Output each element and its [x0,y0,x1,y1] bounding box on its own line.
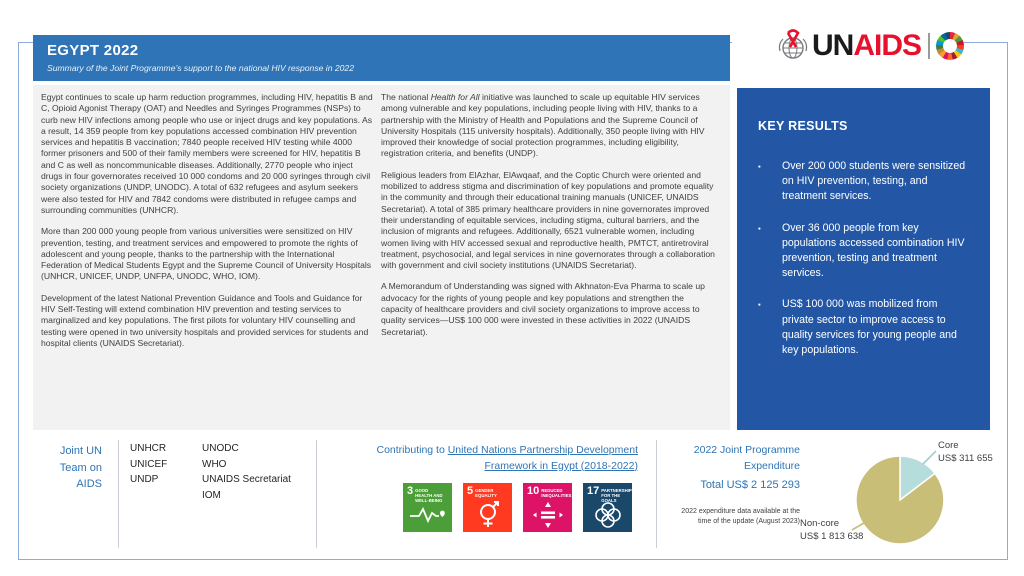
paragraph: A Memorandum of Understanding was signed with Akhnaton-Eva Pharma to scale up advocacy for the rights of young people and key populations and strengthen the capacity of healthcare providers and civil society organizations to improve access to quality services—US$ 100 000 were invested in these activities in 2022 (UNAIDS Secretariat). [381,281,705,337]
agency-name: IOM [202,489,221,501]
expenditure-pie-chart [790,430,1012,561]
core-leader-line [923,451,936,464]
sdg-number: 3 [407,485,414,497]
key-result-text: Over 36 000 people from key populations accessed combination HIV prevention, testing and treatment services. [782,221,965,280]
footer-divider [656,440,657,548]
paragraph: More than 200 000 young people from various universities were sensitized on HIV prevention, testing, and treatment services and empowered to promote the rights of adolescent and young people, thanks to the partnership with the International Federation of Medical Students Egypt and the Supreme Council of University Hospitals (UNHCR, UNICEF, UNDP, UNFPA, UNODC, WHO, IOM). [41,226,372,282]
paragraph: Egypt continues to scale up harm reduction programmes, including HIV, hepatitis B and C, Opioid Agonist Therapy (OAT) and Needles and Syringes Programmes (NSPs) to curb new HIV infections among people who use or inject drugs and key populations. As a result, 14 359 people from key populations accessed combination HIV prevention services and hepatitis B vaccination; 7840 people received HIV testing while 4000 former prisoners and 500 of their family members were screened for HIV, hepatitis B and C as well as noncommunicable diseases. Additionally, 2770 people who inject drugs in four governorates received 10 000 condoms and 20 000 syringes through civil society organizations (UNDP, UNODC). A total of 632 refugees and asylum seekers were also tested for HIV and 7842 condoms were distributed in refugee camps and surrounding communities (UNHCR). [41,92,373,215]
key-results-title: KEY RESULTS [758,119,848,133]
paragraph: Religious leaders from ElAzhar, ElAwqaaf, and the Coptic Church were oriented and mobilized to address stigma and discrimination of key populations and promote equality in the community and through their educational training manuals (UNICEF, UNAIDS Secretariat). A total of 385 primary healthcare providers in nine governorates improved their understanding of equitable services, including stigma, cultural barriers, and the inclusion of migrants and refugees. Additionally, 6521 vulnerable women, including women living with HIV accessed sexual and reproductive health, PMTCT, antiretroviral treatment, psychosocial, and legal services in nine governorates through a collaboration with government and civil society institutions (UNAIDS Secretariat). [381,169,715,271]
agency-list-right [202,441,291,503]
core-value: US$ 311 655 [938,453,993,464]
page-title: EGYPT 2022 [47,42,139,59]
sdg-label: REDUCED INEQUALITIES [541,488,572,498]
noncore-value: US$ 1 813 638 [800,531,864,542]
agency-name: UNHCR [130,443,167,454]
key-results-list [737,159,990,358]
contributing-prefix: Contributing to [376,444,448,456]
paragraph-segment: The national [381,92,431,102]
joint-un-team-label: Joint UN Team on AIDS [59,445,102,490]
sdg-label: GENDER EQUALITY [475,488,497,498]
paragraph: Development of the latest National Prevention Guidance and Tools and Guidance for HIV Self-Testing will extend combination HIV prevention and testing services to marginalized and key populations. The first pilots for voluntary HIV counselling and testing were opened in two university hospitals and provided services for students and hospital clients (UNAIDS Secretariat). [41,292,369,348]
sdg-number: 10 [527,485,540,497]
bullet-icon [758,221,782,282]
contributing-statement [330,443,638,474]
framework-link[interactable]: United Nations Partnership Development Framework in Egypt (2018-2022) [447,444,638,472]
heartbeat-icon [407,500,449,530]
unaids-wordmark-un: UN [812,29,854,62]
footer-divider [316,440,317,548]
key-result-text: Over 200 000 students were sensitized on HIV prevention, testing, and treatment services. [782,160,966,203]
key-result-text: US$ 100 000 was mobilized from private sector to improve access to quality services for young people and key populations. [782,298,957,357]
agency-name: UNICEF [130,458,168,470]
text-column-left [41,92,375,359]
agency-name: UNAIDS Secretariat [202,474,291,485]
paragraph-segment: initiative was launched to scale up equitable HIV services among vulnerable and key populations, including people living with HIV, thanks to a partnership with the Ministry of Health and Populations and the Supreme Council of University Hospitals (115 university hospitals). Additionally, 350 people living with HIV improved their knowledge of social protection programmes, including eligibility, registration criteria, and benefits (UNDP). [381,92,705,159]
sdg-tile-5 [463,483,512,532]
agency-name: UNODC [202,443,239,454]
header-banner [33,35,730,81]
key-result-item [737,159,990,205]
key-result-item [737,297,990,358]
key-result-item [737,221,990,282]
reduced-inequalities-icon [527,500,569,530]
sdg-tile-3 [403,483,452,532]
sdg-label: GOOD HEALTH AND WELL-BEING [415,488,443,503]
sdg-wheel-icon [936,32,964,60]
agency-list-left [130,441,167,488]
paragraph [381,92,715,160]
expenditure-note: 2022 expenditure data available at the time of the update (August 2023) [681,508,800,525]
sdg-number: 5 [467,485,474,497]
page-subtitle: Summary of the Joint Programme’s support to the national HIV response in 2022 [47,63,354,73]
sdg-tile-10 [523,483,572,532]
logo-divider [928,33,930,59]
gender-equality-icon [467,500,509,530]
text-column-right [381,92,715,348]
unaids-wordmark-aids: AIDS [853,29,922,62]
sdg-number: 17 [587,485,600,497]
sdg-tile-17 [583,483,635,532]
initiative-name: Health for All [430,92,480,102]
bullet-icon [758,159,782,205]
bullet-icon [758,297,782,358]
sdg-label: PARTNERSHIPS FOR THE GOALS [601,488,635,503]
unaids-wordmark [812,31,921,61]
unaids-logo [774,26,964,66]
agency-name: WHO [202,458,227,470]
key-results-panel [737,88,990,430]
un-emblem-icon [774,27,812,65]
noncore-label: Non-core [800,518,840,529]
expenditure-total: Total US$ 2 125 293 [700,479,800,491]
sdg-tile-row [403,483,635,532]
partnership-rings-icon [587,500,629,530]
core-label: Core [938,440,959,451]
agency-name: UNDP [130,474,159,485]
expenditure-title: 2022 Joint Programme Expenditure [693,444,800,472]
footer-divider [118,440,119,548]
